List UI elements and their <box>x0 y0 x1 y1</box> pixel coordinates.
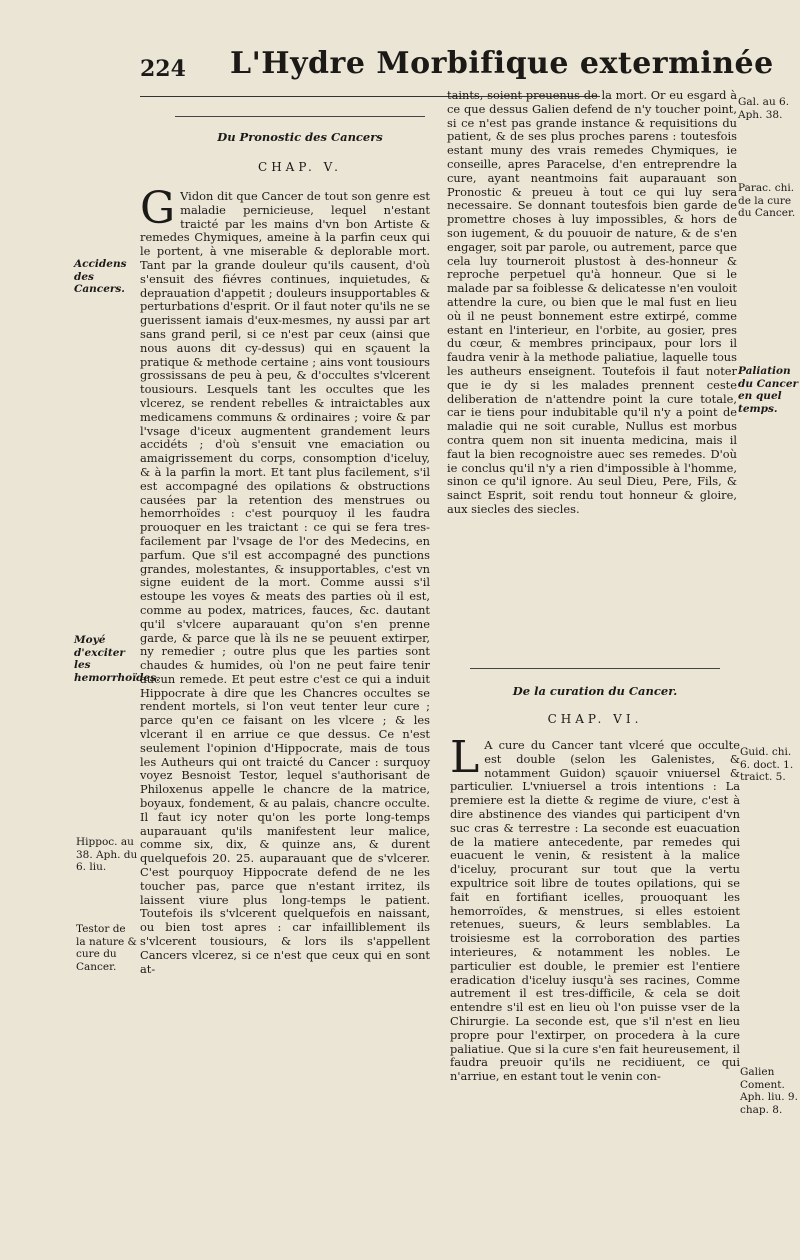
right-column-text-1 <box>447 89 737 517</box>
running-title: L'Hydre Morbifique exterminée <box>230 46 774 81</box>
right-paragraph-2: A cure du Cancer tant vlceré que occulte est double (selon les Galenistes, & notamment Guidon) sçauoir vniuersel & particulier. L'vniuersel a trois intentions : La premiere est la diette & regime de viure, c'est à dire abstinence des viandes qui participent d'vn suc cras & terrestre : La seconde est euacuation de la matiere antecedente, par remedes qui euacuent le venin, & resistent à la malice d'iceluy, procurant sur tout que la vertu expultrice soit libre de toutes opilations, qui se fait en fortifiant icelles, prouoquant les hemorroïdes, & menstrues, si elles estoient retenues, sueurs, & leurs semblables. La troisiesme est la corroboration des parties interieures, & notamment les nobles. Le particulier est double, le premier est l'entiere eradication d'iceluy iusqu'à ses racines, Comme autrement il est tres-difficile, & cela se doit entendre s'il est en lieu où l'on puisse vser de la Chirurgie. La seconde est, que s'il n'est en lieu propre pour l'extirper, on procedera à la cure paliatiue. Que si la cure s'en fait heureusement, il faudra preuoir qu'ils ne recidiuent, ce qui n'arriue, en estant tout le venin con- <box>450 738 740 1084</box>
section-heading-cure: De la curation du Cancer. <box>512 684 678 698</box>
chapter-label-v: CHAP. V. <box>258 160 342 174</box>
chapter-label-vi: CHAP. VI. <box>547 712 643 726</box>
margin-note-testor: Testor de la nature & cure du Cancer. <box>76 923 137 973</box>
right-paragraph-1: taints, soient preuenus de la mort. Or eu esgard à ce que dessus Galien defend de n'y toucher point, si ce n'est pas grande instance & requisitions du patient, & de ses plus proches parens : toutesfois estant muny des vrais remedes Chymiques, ie conseille, apres Paracelse, d'en entreprendre la cure, ayant neantmoins fait auparauant son Pronostic & preueu à tout ce qui luy sera necessaire. Se donnant toutesfois bien garde de promettre choses à luy impossibles, & hors de son iugement, & du pouuoir de nature, & de s'en engager, soit par parole, ou autrement, parce que cela luy tourneroit plustost à des-honneur & reproche perpetuel qu'à honneur. Que si le malade par sa foiblesse & delicatesse n'en vouloit attendre la cure, ou bien que le mal fust en lieu où il ne peust bonnement estre extirpé, comme estant en l'interieur, en l'orbite, au gosier, pres du cœur, & membres principaux, pour lors il faudra venir à la methode paliatiue, laquelle tous les autheurs enseignent. Toutefois il faut noter que ie dy si les malades prennent ceste deliberation de n'attendre point la cure totale, car ie tiens pour indubitable qu'il n'y a point de maladie qui ne soit curable, Nullus est morbus contra quem non sit inuenta medicina, mais il faut la bien recognoistre auec ses remedes. D'où ie conclus qu'il n'y a rien d'impossible à l'homme, sinon ce qu'il ignore. Au seul Dieu, Pere, Fils, & sainct Esprit, soit rendu tout honneur & gloire, aux siecles des siecles. <box>447 88 737 516</box>
margin-note-hippocrates: Hippoc. au 38. Aph. du 6. liu. <box>76 836 138 873</box>
margin-note-accidents: Accidens des Cancers. <box>74 258 127 295</box>
margin-note-palliation: Paliation du Cancer en quel temps. <box>738 365 799 415</box>
margin-note-paracelse: Parac. chi. de la cure du Cancer. <box>738 182 796 219</box>
section-rule <box>470 668 720 669</box>
drop-cap: G <box>140 183 176 234</box>
margin-note-means: Moyé d'exciter les hemorrhoïdes. <box>74 634 160 684</box>
left-column-text <box>140 183 430 976</box>
left-paragraph: Vidon dit que Cancer de tout son genre est maladie pernicieuse, lequel n'estant traicté par les mains d'vn bon Artiste & remedes Chymiques, ameine à la parfin ceux qui le portent, à vne miserable & deplorable mort. Tant par la grande douleur qu'ils causent, d'où s'ensuit des fiévres continues, inquietudes, & deprauation d'appetit ; douleurs insupportables & perturbations d'esprit. Or il faut noter qu'ils ne se guerissent iamais d'eux-mesmes, ny aussi par art sans grand peril, si ce n'est par ceux (ainsi que nous auons dit cy-dessus) qui en sçauent la pratique & methode certaine ; ains vont tousiours grossissans de peu à peu, & d'occultes s'vlcerent tousiours. Lesquels tant les occultes que les vlcerez, se rendent rebelles & intraictables aux medicamens communs & ordinaires ; voire & par l'vsage d'iceux augmentent grandement leurs accidéts ; d'où s'ensuit vne emaciation ou amaigrissement du corps, consomption d'iceluy, & à la parfin la mort. Et tant plus facilement, s'il est accompagné des opilations & obstructions causées par la retention des menstrues ou hemorrhoïdes : c'est pourquoy il les faudra prouoquer en les traictant : ce qui se fera tres-facilement par l'vsage de l'or des Medecins, en parfum. Que s'il est accompagné des punctions grandes, molestantes, & insupportables, c'est vn signe euident de la mort. Comme aussi s'il estoupe les voyes & meats des parties où il est, comme au podex, matrices, fauces, &c. dautant qu'il s'vlcere auparauant qu'on s'en prenne garde, & parce que là ils ne se peuuent extirper, ny remedier ; outre plus que les parties sont chaudes & humides, où l'on ne peut faire tenir aucun remede. Et peut estre c'est ce qui a induit Hippocrate à dire que les Chancres occultes se rendent mortels, si l'on veut tenter leur cure ; parce qu'en ce faisant on les vlcere ; & les vlcerant il en arriue ce que dessus. Ce n'est seulement l'opinion d'Hippocrate, mais de tous les Autheurs qui ont traicté du Cancer : surquoy voyez Besnoist Testor, lequel s'authorisant de Philoxenus appelle le chancre de la matrice, boyaux, fondement, & au palais, chancre occulte. Il faut icy noter qu'on les porte long-temps auparauant qu'ils manifestent leur malice, comme six, dix, & quinze ans, & durent quelquefois 20. 25. auparauant que de s'vlcerer. C'est pourquoy Hippocrate defend de ne les toucher pas, parce que n'estant irritez, ils laissent viure plus long-temps le patient. Toutefois ils s'vlcerent quelquefois en naissant, ou bien tost apres : car infailliblement ils s'vlcerent tousiours, & lors ils s'appellent Cancers vlcerez, si ce n'est que ceux qui en sont at- <box>140 189 430 976</box>
page-number: 224 <box>140 56 186 82</box>
margin-note-galien-aph: Galien Coment. Aph. liu. 9. chap. 8. <box>740 1066 798 1116</box>
right-column-text-2 <box>450 732 740 1084</box>
drop-cap: L <box>450 732 480 783</box>
margin-note-guidon: Guid. chi. 6. doct. 1. traict. 5. <box>740 746 794 783</box>
margin-note-galien: Gal. au 6. Aph. 38. <box>738 96 790 121</box>
section-heading-prognostic: Du Pronostic des Cancers <box>217 130 383 144</box>
column-rule <box>175 116 425 117</box>
